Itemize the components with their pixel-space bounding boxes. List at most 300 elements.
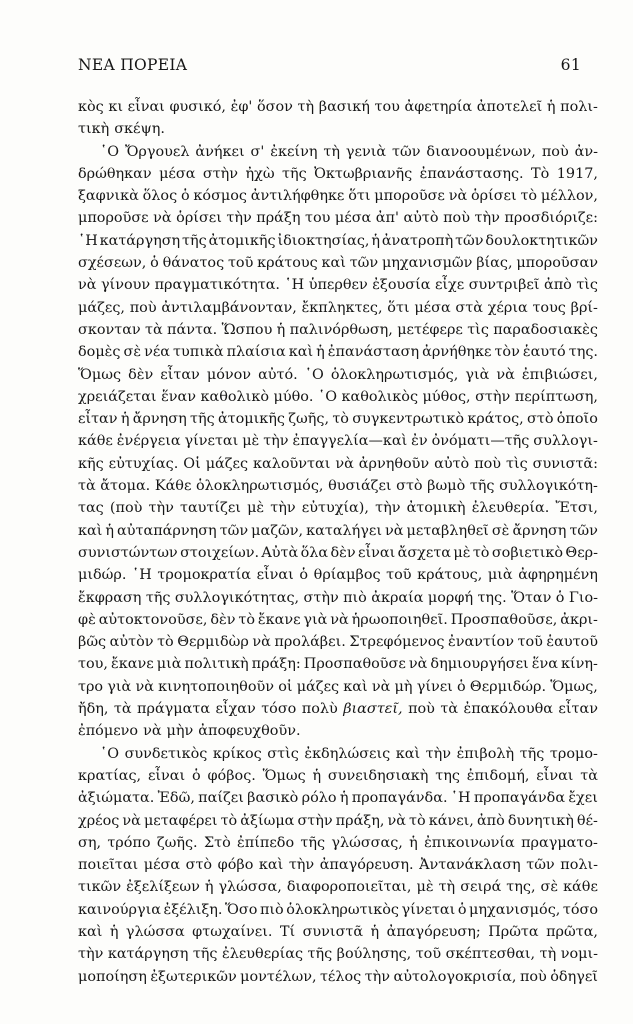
word: τους [532, 299, 566, 316]
word: νὰ [252, 634, 271, 651]
word: τὴν [425, 745, 452, 762]
word: καὶ [321, 255, 346, 272]
word: ὁ [191, 767, 201, 784]
word: τὶς [467, 321, 489, 338]
word: ἀκραία [371, 589, 424, 606]
word: μὴ [394, 678, 413, 695]
word: πολὺ [301, 701, 338, 718]
word: κίνη- [561, 656, 598, 673]
word: ἐκείνη [270, 143, 318, 160]
word: βωμὸ [427, 478, 466, 495]
text-line [78, 676, 598, 698]
word: τρομοκρατία [157, 567, 251, 584]
word: χρέος [78, 812, 120, 829]
word: σχέσεων, [78, 255, 147, 272]
word: Στὸ [203, 834, 231, 851]
word: μύθος, [422, 388, 471, 405]
word: νὰ [496, 366, 515, 383]
word: πολι- [560, 99, 598, 115]
word: ὁ [457, 901, 467, 918]
word: της [435, 767, 460, 784]
word: Θερ- [565, 544, 598, 561]
word: του, [78, 656, 108, 673]
word: μάζες [205, 455, 249, 472]
word: τὴ [323, 143, 340, 160]
word: ἐνέργεια [116, 433, 181, 450]
word: ἡ [339, 790, 349, 807]
text-line [78, 252, 598, 274]
word: ἀξίωμα [240, 812, 295, 829]
word: ση, [78, 834, 102, 851]
word: ἠχὼ [245, 165, 275, 182]
word: μάζες, [78, 299, 125, 316]
word: ἀντιλαμβάνονταν, [161, 299, 297, 316]
word: ὅτι [387, 299, 410, 316]
word: μιὰ [487, 567, 513, 584]
text-line [78, 274, 598, 296]
word: τὴν [375, 500, 401, 517]
word: φτωχαίνει. [192, 923, 273, 940]
word: μάζες [296, 678, 340, 695]
word: ἀνατροπὴ [381, 232, 454, 249]
word: νὰ [335, 455, 354, 472]
word: γλώσσα, [218, 879, 282, 896]
word: ἑαυτό [522, 344, 566, 361]
word: πλαίσια [226, 344, 286, 361]
word: τῶν [455, 232, 484, 249]
word: ἐπανάστασης. [419, 165, 524, 182]
word: κρίκος [212, 745, 262, 762]
text-line [78, 207, 598, 229]
word: ἔκανε [257, 611, 301, 628]
word: κινητοποιηθοῦν [158, 678, 274, 695]
word: ὅλα [300, 544, 329, 561]
word: τῶν [569, 522, 598, 539]
word: γιὰ [465, 366, 490, 383]
word: γίνεται [184, 433, 239, 450]
word: ἀποτελεῖ [476, 99, 543, 115]
word: χρειάζεται [78, 388, 157, 405]
word: ἡ [316, 344, 325, 361]
word: εἶταν [78, 411, 118, 428]
text-line [78, 408, 598, 430]
text-line [78, 765, 598, 787]
word: τικῶν [78, 879, 122, 896]
word: Ὅσο [225, 901, 258, 918]
word: μποροῦσε [78, 210, 149, 227]
word: κράτος, [467, 411, 524, 428]
word: γενιὰ [345, 143, 387, 160]
word: μιδώρ. [78, 567, 127, 584]
word: πράξη [256, 210, 301, 227]
word: μηχανισμός, [469, 901, 561, 918]
word: ἐν [411, 433, 428, 450]
word: μέσα [159, 165, 196, 182]
word: τῆς [282, 165, 307, 182]
word: εἶταν [558, 701, 598, 718]
word: προπαγάνδα. [351, 790, 448, 807]
word: ἐξουσία [372, 277, 431, 294]
text-line [78, 743, 598, 765]
word: μεταφέρει [143, 812, 218, 829]
word: ἐπαγγελία—καὶ [292, 433, 408, 450]
word: συνειδησιακὴ [327, 767, 429, 784]
word: ὁ [150, 255, 159, 272]
word: ἀποφευχθοῦν. [198, 723, 301, 740]
word: μόνον [206, 366, 252, 383]
word: τὶς [506, 455, 528, 472]
word: ἰδιοκτησίας, [277, 232, 370, 249]
word: τῶν [526, 857, 555, 874]
word: ποὺ [129, 299, 157, 316]
word: ἀντιλήφθηκε [250, 188, 345, 205]
word: στοιχείων. [180, 544, 260, 561]
word: δρώθηκαν [78, 165, 152, 182]
word: Ὅμως, [550, 678, 598, 695]
word: συγκεντρωτικὸ [352, 411, 465, 428]
word: ἐφ' [230, 99, 253, 115]
word: ῾Ο [318, 388, 337, 405]
word: φόβο [217, 857, 254, 874]
word: ἐλευθερία. [471, 500, 550, 517]
word: ἐπιδομή, [466, 767, 530, 784]
text-line [78, 475, 598, 497]
word: ἐπόμενο [78, 723, 139, 740]
word: της. [568, 344, 598, 361]
word: νὰ [330, 611, 349, 628]
word: ὁποῖο [556, 411, 598, 428]
word: ποὺ [408, 701, 435, 718]
word: ῾Η [284, 277, 305, 294]
word: εἶναι [358, 544, 396, 561]
word: σκέψη. [114, 121, 165, 138]
word: ἐπιβολὴ [456, 745, 515, 762]
word: τὰ [78, 478, 96, 495]
word: εἶναι [536, 767, 574, 784]
word: τὴ [297, 99, 315, 115]
text-line [78, 542, 598, 564]
word: φόβος. [207, 767, 256, 784]
word: ὑπερθεν [308, 277, 368, 294]
word: παραδοσιακὲς [493, 321, 598, 338]
word: κρατίας, [78, 767, 142, 784]
text-line [78, 899, 598, 921]
word: Ἐδῶ, [157, 790, 195, 807]
text-line [78, 943, 598, 965]
text-line [78, 698, 598, 720]
text-line [78, 609, 598, 631]
word: της, [506, 879, 536, 896]
word: περίπτωση, [514, 388, 598, 405]
word: γλώσσας, [331, 834, 403, 851]
word: συνιστᾶ [302, 923, 364, 940]
word: νὰ [135, 678, 154, 695]
word: ἐπίπεδο [237, 834, 295, 851]
word: πολιτικὴ [184, 656, 249, 673]
word: εὐτυχία), [301, 500, 369, 517]
word: καλοῦνται [253, 455, 331, 472]
word: σοβιετικὸ [491, 544, 564, 561]
text-line [78, 497, 598, 519]
word: ἕναν [161, 388, 197, 405]
word: μὲ [416, 879, 434, 896]
word: Ὅταν [511, 589, 552, 606]
word: μετέφερε [397, 321, 463, 338]
word: τῆς [519, 745, 545, 762]
word: θρίαμβος [313, 567, 381, 584]
word: μέσα [143, 857, 181, 874]
word: κῆς [78, 455, 104, 472]
word: μὲ [247, 500, 265, 517]
word: δομὲς [78, 344, 121, 361]
word: αὐτολογοκρισία, [393, 968, 517, 985]
page-number: 61 [560, 56, 581, 74]
word: ὁ [457, 678, 466, 695]
word: Ἔτσι, [555, 500, 598, 517]
word: καταλήγει [306, 522, 382, 539]
word: νὰ [385, 522, 404, 539]
word: παλινόρθωση, [289, 321, 393, 338]
text-line [78, 564, 598, 586]
word: συντριβεῖ [468, 277, 540, 294]
word: ἀφετηρία [404, 99, 473, 115]
word: ἡ [276, 321, 286, 338]
word: ἐπακόλουθα [463, 701, 553, 718]
word: καὶ [395, 745, 421, 762]
word: Γιο- [568, 589, 598, 606]
word: πράγματα [137, 701, 211, 718]
word: σκονταν [78, 321, 141, 338]
text-line [78, 297, 598, 319]
word: προσδιόριζε: [504, 210, 598, 227]
word: ἔκανε [111, 656, 154, 673]
word: ῾Η [450, 790, 471, 807]
word: μαζῶν, [251, 522, 304, 539]
word: νομι- [560, 946, 598, 963]
word: πρῶτα, [546, 923, 598, 940]
word: στὸ [527, 411, 554, 428]
word: τὴν [288, 857, 315, 874]
word: τοῦ [386, 567, 412, 584]
word: δὲν [128, 366, 154, 383]
word: ἀπὸ [476, 812, 505, 829]
word: ἄσχετα [397, 544, 452, 561]
text-line [78, 631, 598, 653]
word: ὅσον [257, 99, 293, 115]
word: Προσπαθοῦσε, [450, 611, 558, 628]
word: καὶ [258, 857, 284, 874]
word: πράξη, [335, 812, 385, 829]
word: τὸ [157, 634, 174, 651]
word: κράτους [257, 255, 318, 272]
word: βούλησης, [336, 946, 412, 963]
word: Ὅμως [78, 366, 122, 383]
word: συλλογικότη- [499, 478, 598, 495]
word: προπαγάνδα [473, 790, 566, 807]
word: ἄτομα. [100, 478, 151, 495]
word: ὅτι [348, 188, 371, 205]
word: σειρά [460, 879, 502, 896]
word: ἔκφραση [78, 589, 142, 606]
word: ἤδη, [78, 701, 109, 718]
word: δὲν [330, 544, 356, 561]
word: πολι- [560, 857, 598, 874]
word: ῾Η [78, 232, 98, 249]
word: κὸς [78, 99, 104, 115]
word: ἡ [546, 99, 556, 115]
word: στὴν [202, 165, 239, 182]
word: ἐπανάσταση [327, 344, 420, 361]
word: πραγματικότητα. [154, 277, 280, 294]
word: αὐταπάρνηση [117, 522, 217, 539]
word: ὀνόματι—τῆς [431, 433, 530, 450]
word: τὸν [494, 344, 520, 361]
word: κάθε [563, 879, 598, 896]
word: ἀτομικῆς [208, 232, 276, 249]
word: τὰ [440, 701, 459, 718]
word: ἐκδηλώσεις [304, 745, 391, 762]
word: τὴν [148, 500, 174, 517]
word: ρόλο [301, 790, 337, 807]
text-line [78, 118, 598, 140]
word: σὲ [491, 522, 510, 539]
word: μύθο. [273, 388, 314, 405]
word: τυπικὰ [173, 344, 224, 361]
word: στὴν [303, 589, 339, 606]
word: μοντέλων, [240, 968, 317, 985]
word: καὶ [288, 344, 314, 361]
word: αὐτὸ [434, 455, 470, 472]
word: μὲ [242, 433, 260, 450]
word: βιαστεῖ, [343, 701, 403, 718]
word: Θερμιδώρ. [469, 678, 547, 695]
word: χέρια [487, 299, 528, 316]
word: ποιεῖται [78, 857, 139, 874]
word: Κάθε [154, 478, 192, 495]
word: ἐπιβιώσει, [521, 366, 598, 383]
word: τὴν [78, 946, 104, 963]
word: ξαφνικὰ [78, 188, 139, 205]
text-line [78, 854, 598, 876]
text-line [78, 185, 598, 207]
word: τὸ [472, 544, 490, 561]
word: κι [108, 99, 123, 115]
word: βασικὸ [247, 790, 299, 807]
word: γίνουν [100, 277, 151, 294]
word: βίας, [476, 255, 513, 272]
text-line [78, 587, 598, 609]
word: δουλοκτητικῶν [485, 232, 598, 249]
text-line [78, 720, 598, 742]
word: φὲ [78, 611, 96, 628]
word: κατάργηση [107, 946, 189, 963]
word: τόσο [261, 701, 297, 718]
word: εὐτυχίας. [108, 455, 179, 472]
word: γιὰ [303, 611, 328, 628]
word: εἶναι [256, 567, 294, 584]
word: τοῦ [415, 946, 442, 963]
word: τῆς [190, 411, 215, 428]
word: ποὺ [443, 210, 470, 227]
word: ἀρνηθοῦν [358, 455, 430, 472]
word: Ὀκτωβριανῆς [314, 165, 413, 182]
word: τὶς [576, 277, 598, 294]
word: νὰ [122, 812, 141, 829]
word: ἄρνηση [512, 522, 567, 539]
word: ῾Ο [100, 745, 119, 762]
word: στὶς [267, 745, 299, 762]
word: μέλλον, [540, 188, 598, 205]
text-line [78, 453, 598, 475]
word: αὐτὸ [403, 210, 439, 227]
text-line [78, 966, 598, 988]
word: ἀπαγόρευση; [386, 923, 481, 940]
word: τὴν [270, 500, 296, 517]
word: κάθε [78, 433, 113, 450]
word: στὸ [185, 857, 213, 874]
text-line [78, 876, 598, 898]
word: πιὸ [259, 901, 284, 918]
text-line [78, 230, 598, 252]
word: τὴν [226, 210, 252, 227]
word: στὴν [475, 388, 511, 405]
word: μέσα [414, 299, 451, 316]
text-line [78, 787, 598, 809]
word: τῆς [145, 589, 171, 606]
word: τὸ [332, 411, 349, 428]
word: διαφοροποιεῖται, [286, 879, 412, 896]
word: Προσπαθοῦσε [303, 656, 406, 673]
word: ἡ [109, 923, 119, 940]
word: ἡ [371, 232, 380, 249]
word: γιὰ [107, 678, 132, 695]
word: ἀπὸ [544, 277, 572, 294]
word: μποροῦσαν [516, 255, 598, 272]
word: τοῦ [517, 634, 543, 651]
word: Ἀντανάκλαση [419, 857, 521, 874]
word: εἶχε [434, 277, 465, 294]
word: τῶν [219, 522, 249, 539]
word: τὸ [220, 812, 238, 829]
word: Στρεφόμενος [349, 634, 445, 651]
word: δὲν [210, 611, 236, 628]
word: ὁλοκληρωτικὸς [286, 901, 399, 918]
word: ζωῆς. [156, 834, 198, 851]
word: τῶν [392, 143, 421, 160]
word: ταυτίζει [180, 500, 241, 517]
word: μοποίηση [78, 968, 147, 985]
text-line [78, 141, 598, 163]
word: παίζει [198, 790, 244, 807]
word: ἡρωοποιηθεῖ. [351, 611, 448, 628]
word: αὐτοκτονοῦσε, [98, 611, 208, 628]
word: γίνει [416, 678, 453, 695]
word: διανοουμένων, [426, 143, 536, 160]
word: συνδετικὸς [124, 745, 208, 762]
word: τῆς [300, 834, 326, 851]
word: θάνατος [162, 255, 225, 272]
word: τοῦ [227, 255, 254, 272]
word: νὰ [78, 277, 97, 294]
word: Πρῶτα [488, 923, 539, 940]
word: του [304, 210, 331, 227]
text-line [78, 653, 598, 675]
word: ὁλοκληρωτισμός, [330, 366, 459, 383]
word: προλάβει. [274, 634, 346, 651]
word: ἀν- [574, 143, 598, 160]
word: ῾Ο [304, 366, 324, 383]
word: καὶ [343, 678, 368, 695]
